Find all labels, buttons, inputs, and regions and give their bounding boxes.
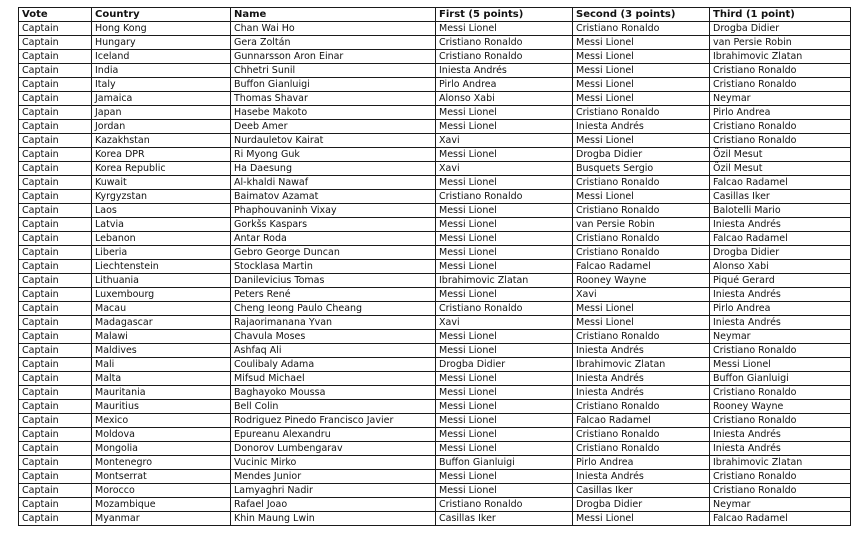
table-row	[19, 512, 851, 526]
third-choice-cell: Cristiano Ronaldo	[710, 120, 851, 134]
first-choice-cell: Cristiano Ronaldo	[436, 190, 573, 204]
country-cell: Mauritius	[92, 400, 231, 414]
third-choice-cell: Iniesta Andrés	[710, 428, 851, 442]
table-row	[19, 470, 851, 484]
third-choice-cell: Rooney Wayne	[710, 400, 851, 414]
country-cell: Liberia	[92, 246, 231, 260]
third-choice-cell: Cristiano Ronaldo	[710, 64, 851, 78]
country-cell: Myanmar	[92, 512, 231, 526]
third-choice-cell: Iniesta Andrés	[710, 442, 851, 456]
vote-cell: Captain	[19, 288, 92, 302]
name-cell: Deeb Amer	[231, 120, 436, 134]
second-choice-cell: Messi Lionel	[573, 512, 710, 526]
country-cell: Mongolia	[92, 442, 231, 456]
country-cell: India	[92, 64, 231, 78]
table-row	[19, 428, 851, 442]
vote-cell: Captain	[19, 330, 92, 344]
name-cell: Coulibaly Adama	[231, 358, 436, 372]
country-cell: Malawi	[92, 330, 231, 344]
second-choice-cell: Messi Lionel	[573, 302, 710, 316]
second-choice-cell: Messi Lionel	[573, 50, 710, 64]
second-choice-cell: Cristiano Ronaldo	[573, 204, 710, 218]
first-choice-cell: Messi Lionel	[436, 232, 573, 246]
table-row	[19, 344, 851, 358]
name-cell: Hasebe Makoto	[231, 106, 436, 120]
table-row	[19, 134, 851, 148]
first-choice-cell: Iniesta Andrés	[436, 64, 573, 78]
name-cell: Epureanu Alexandru	[231, 428, 436, 442]
name-cell: Antar Roda	[231, 232, 436, 246]
vote-cell: Captain	[19, 246, 92, 260]
first-choice-cell: Messi Lionel	[436, 484, 573, 498]
country-cell: Hong Kong	[92, 22, 231, 36]
third-choice-cell: Balotelli Mario	[710, 204, 851, 218]
third-choice-cell: Drogba Didier	[710, 246, 851, 260]
third-choice-cell: Pirlo Andrea	[710, 302, 851, 316]
country-cell: Laos	[92, 204, 231, 218]
table-row	[19, 442, 851, 456]
table-row	[19, 22, 851, 36]
country-cell: Italy	[92, 78, 231, 92]
name-cell: Rafael Joao	[231, 498, 436, 512]
table-row	[19, 330, 851, 344]
table-row	[19, 316, 851, 330]
second-choice-cell: Cristiano Ronaldo	[573, 246, 710, 260]
third-choice-cell: Cristiano Ronaldo	[710, 386, 851, 400]
name-cell: Stocklasa Martin	[231, 260, 436, 274]
third-choice-cell: Casillas Iker	[710, 190, 851, 204]
country-cell: Maldives	[92, 344, 231, 358]
country-cell: Mexico	[92, 414, 231, 428]
second-choice-cell: Xavi	[573, 288, 710, 302]
name-cell: Gorkšs Kaspars	[231, 218, 436, 232]
name-cell: Khin Maung Lwin	[231, 512, 436, 526]
second-choice-cell: Cristiano Ronaldo	[573, 442, 710, 456]
table-row	[19, 204, 851, 218]
table-row	[19, 190, 851, 204]
third-choice-cell: van Persie Robin	[710, 36, 851, 50]
first-choice-cell: Cristiano Ronaldo	[436, 498, 573, 512]
vote-cell: Captain	[19, 274, 92, 288]
vote-cell: Captain	[19, 64, 92, 78]
vote-cell: Captain	[19, 218, 92, 232]
second-choice-cell: Cristiano Ronaldo	[573, 400, 710, 414]
second-choice-cell: Cristiano Ronaldo	[573, 106, 710, 120]
table-row	[19, 484, 851, 498]
second-choice-cell: Cristiano Ronaldo	[573, 232, 710, 246]
first-choice-cell: Messi Lionel	[436, 428, 573, 442]
vote-cell: Captain	[19, 456, 92, 470]
first-choice-cell: Messi Lionel	[436, 246, 573, 260]
third-choice-cell: Piqué Gerard	[710, 274, 851, 288]
table-row	[19, 386, 851, 400]
name-cell: Cheng Ieong Paulo Cheang	[231, 302, 436, 316]
vote-table	[18, 7, 851, 526]
first-choice-cell: Messi Lionel	[436, 386, 573, 400]
name-cell: Baghayoko Moussa	[231, 386, 436, 400]
third-choice-cell: Cristiano Ronaldo	[710, 414, 851, 428]
second-choice-cell: Rooney Wayne	[573, 274, 710, 288]
vote-cell: Captain	[19, 344, 92, 358]
vote-cell: Captain	[19, 414, 92, 428]
third-choice-cell: Özil Mesut	[710, 148, 851, 162]
header-row	[19, 8, 851, 22]
first-choice-cell: Messi Lionel	[436, 288, 573, 302]
name-cell: Ri Myong Guk	[231, 148, 436, 162]
second-choice-cell: Messi Lionel	[573, 134, 710, 148]
vote-cell: Captain	[19, 176, 92, 190]
first-choice-cell: Messi Lionel	[436, 414, 573, 428]
third-choice-cell: Cristiano Ronaldo	[710, 78, 851, 92]
second-choice-cell: Iniesta Andrés	[573, 344, 710, 358]
second-choice-cell: Falcao Radamel	[573, 414, 710, 428]
first-choice-cell: Messi Lionel	[436, 442, 573, 456]
name-cell: Nurdauletov Kairat	[231, 134, 436, 148]
third-choice-cell: Iniesta Andrés	[710, 288, 851, 302]
vote-cell: Captain	[19, 372, 92, 386]
name-cell: Chavula Moses	[231, 330, 436, 344]
second-choice-cell: Casillas Iker	[573, 484, 710, 498]
third-choice-cell: Drogba Didier	[710, 22, 851, 36]
second-choice-cell: Messi Lionel	[573, 316, 710, 330]
vote-cell: Captain	[19, 386, 92, 400]
second-choice-cell: Drogba Didier	[573, 498, 710, 512]
table-row	[19, 246, 851, 260]
table-row	[19, 400, 851, 414]
vote-cell: Captain	[19, 78, 92, 92]
second-choice-cell: Cristiano Ronaldo	[573, 22, 710, 36]
second-choice-cell: Cristiano Ronaldo	[573, 428, 710, 442]
first-choice-cell: Cristiano Ronaldo	[436, 302, 573, 316]
country-cell: Lithuania	[92, 274, 231, 288]
table-body	[19, 22, 851, 526]
country-cell: Lebanon	[92, 232, 231, 246]
country-cell: Korea Republic	[92, 162, 231, 176]
name-cell: Thomas Shavar	[231, 92, 436, 106]
first-choice-cell: Xavi	[436, 134, 573, 148]
vote-cell: Captain	[19, 148, 92, 162]
third-choice-cell: Buffon Gianluigi	[710, 372, 851, 386]
vote-cell: Captain	[19, 428, 92, 442]
table-row	[19, 274, 851, 288]
vote-cell: Captain	[19, 120, 92, 134]
second-choice-cell: Messi Lionel	[573, 78, 710, 92]
name-cell: Danilevicius Tomas	[231, 274, 436, 288]
table-row	[19, 358, 851, 372]
table-row	[19, 162, 851, 176]
third-choice-cell: Neymar	[710, 498, 851, 512]
third-choice-cell: Neymar	[710, 330, 851, 344]
name-cell: Gebro George Duncan	[231, 246, 436, 260]
first-choice-cell: Messi Lionel	[436, 176, 573, 190]
vote-cell: Captain	[19, 92, 92, 106]
name-cell: Baimatov Azamat	[231, 190, 436, 204]
second-choice-cell: Ibrahimovic Zlatan	[573, 358, 710, 372]
name-cell: Rodriguez Pinedo Francisco Javier	[231, 414, 436, 428]
country-cell: Jamaica	[92, 92, 231, 106]
third-choice-cell: Falcao Radamel	[710, 232, 851, 246]
name-cell: Buffon Gianluigi	[231, 78, 436, 92]
first-choice-cell: Messi Lionel	[436, 400, 573, 414]
country-cell: Montenegro	[92, 456, 231, 470]
country-cell: Latvia	[92, 218, 231, 232]
country-cell: Madagascar	[92, 316, 231, 330]
second-choice-cell: Messi Lionel	[573, 190, 710, 204]
table-row	[19, 64, 851, 78]
vote-cell: Captain	[19, 442, 92, 456]
first-choice-cell: Cristiano Ronaldo	[436, 36, 573, 50]
second-choice-cell: Iniesta Andrés	[573, 372, 710, 386]
country-cell: Iceland	[92, 50, 231, 64]
third-choice-cell: Iniesta Andrés	[710, 218, 851, 232]
country-cell: Morocco	[92, 484, 231, 498]
table-row	[19, 372, 851, 386]
third-choice-cell: Ibrahimovic Zlatan	[710, 50, 851, 64]
table-row	[19, 78, 851, 92]
first-choice-cell: Messi Lionel	[436, 120, 573, 134]
first-choice-cell: Messi Lionel	[436, 22, 573, 36]
vote-cell: Captain	[19, 316, 92, 330]
second-choice-cell: Drogba Didier	[573, 148, 710, 162]
second-choice-cell: Iniesta Andrés	[573, 386, 710, 400]
table-row	[19, 92, 851, 106]
table-row	[19, 414, 851, 428]
vote-cell: Captain	[19, 204, 92, 218]
country-cell: Mali	[92, 358, 231, 372]
vote-cell: Captain	[19, 106, 92, 120]
first-choice-cell: Cristiano Ronaldo	[436, 50, 573, 64]
vote-cell: Captain	[19, 162, 92, 176]
country-cell: Kyrgyzstan	[92, 190, 231, 204]
table-row	[19, 176, 851, 190]
first-choice-cell: Messi Lionel	[436, 106, 573, 120]
table-row	[19, 456, 851, 470]
vote-cell: Captain	[19, 22, 92, 36]
first-choice-cell: Xavi	[436, 316, 573, 330]
name-cell: Peters René	[231, 288, 436, 302]
vote-cell: Captain	[19, 232, 92, 246]
country-cell: Mozambique	[92, 498, 231, 512]
first-choice-cell: Drogba Didier	[436, 358, 573, 372]
first-choice-cell: Messi Lionel	[436, 148, 573, 162]
third-choice-cell: Falcao Radamel	[710, 176, 851, 190]
country-cell: Malta	[92, 372, 231, 386]
table-row	[19, 260, 851, 274]
country-cell: Liechtenstein	[92, 260, 231, 274]
third-choice-cell: Cristiano Ronaldo	[710, 134, 851, 148]
name-cell: Lamyaghri Nadir	[231, 484, 436, 498]
vote-cell: Captain	[19, 190, 92, 204]
vote-cell: Captain	[19, 470, 92, 484]
vote-cell: Captain	[19, 302, 92, 316]
country-cell: Macau	[92, 302, 231, 316]
col-header-country: Country	[92, 8, 231, 22]
col-header-third: Third (1 point)	[710, 8, 851, 22]
name-cell: Bell Colin	[231, 400, 436, 414]
first-choice-cell: Buffon Gianluigi	[436, 456, 573, 470]
third-choice-cell: Cristiano Ronaldo	[710, 344, 851, 358]
second-choice-cell: Iniesta Andrés	[573, 470, 710, 484]
vote-cell: Captain	[19, 498, 92, 512]
name-cell: Gunnarsson Aron Einar	[231, 50, 436, 64]
country-cell: Japan	[92, 106, 231, 120]
first-choice-cell: Messi Lionel	[436, 372, 573, 386]
name-cell: Gera Zoltán	[231, 36, 436, 50]
country-cell: Mauritania	[92, 386, 231, 400]
second-choice-cell: Falcao Radamel	[573, 260, 710, 274]
country-cell: Korea DPR	[92, 148, 231, 162]
country-cell: Luxembourg	[92, 288, 231, 302]
name-cell: Ha Daesung	[231, 162, 436, 176]
first-choice-cell: Messi Lionel	[436, 344, 573, 358]
table-row	[19, 302, 851, 316]
table-row	[19, 50, 851, 64]
table-row	[19, 148, 851, 162]
third-choice-cell: Iniesta Andrés	[710, 316, 851, 330]
country-cell: Jordan	[92, 120, 231, 134]
vote-cell: Captain	[19, 400, 92, 414]
name-cell: Rajaorimanana Yvan	[231, 316, 436, 330]
vote-cell: Captain	[19, 260, 92, 274]
third-choice-cell: Falcao Radamel	[710, 512, 851, 526]
second-choice-cell: Cristiano Ronaldo	[573, 176, 710, 190]
vote-cell: Captain	[19, 36, 92, 50]
first-choice-cell: Ibrahimovic Zlatan	[436, 274, 573, 288]
col-header-second: Second (3 points)	[573, 8, 710, 22]
table-row	[19, 498, 851, 512]
name-cell: Chan Wai Ho	[231, 22, 436, 36]
name-cell: Al-khaldi Nawaf	[231, 176, 436, 190]
name-cell: Mendes Junior	[231, 470, 436, 484]
third-choice-cell: Alonso Xabi	[710, 260, 851, 274]
third-choice-cell: Pirlo Andrea	[710, 106, 851, 120]
vote-cell: Captain	[19, 358, 92, 372]
first-choice-cell: Casillas Iker	[436, 512, 573, 526]
vote-cell: Captain	[19, 512, 92, 526]
vote-cell: Captain	[19, 134, 92, 148]
first-choice-cell: Alonso Xabi	[436, 92, 573, 106]
table-row	[19, 232, 851, 246]
second-choice-cell: Cristiano Ronaldo	[573, 330, 710, 344]
name-cell: Donorov Lumbengarav	[231, 442, 436, 456]
second-choice-cell: Messi Lionel	[573, 92, 710, 106]
country-cell: Kazakhstan	[92, 134, 231, 148]
first-choice-cell: Messi Lionel	[436, 218, 573, 232]
third-choice-cell: Cristiano Ronaldo	[710, 470, 851, 484]
name-cell: Phaphouvaninh Vixay	[231, 204, 436, 218]
vote-cell: Captain	[19, 50, 92, 64]
table-row	[19, 288, 851, 302]
country-cell: Montserrat	[92, 470, 231, 484]
col-header-first: First (5 points)	[436, 8, 573, 22]
col-header-name: Name	[231, 8, 436, 22]
first-choice-cell: Messi Lionel	[436, 204, 573, 218]
table-row	[19, 120, 851, 134]
second-choice-cell: Iniesta Andrés	[573, 120, 710, 134]
third-choice-cell: Messi Lionel	[710, 358, 851, 372]
first-choice-cell: Messi Lionel	[436, 260, 573, 274]
vote-cell: Captain	[19, 484, 92, 498]
first-choice-cell: Xavi	[436, 162, 573, 176]
third-choice-cell: Neymar	[710, 92, 851, 106]
col-header-vote: Vote	[19, 8, 92, 22]
first-choice-cell: Messi Lionel	[436, 330, 573, 344]
second-choice-cell: Messi Lionel	[573, 64, 710, 78]
table-row	[19, 106, 851, 120]
country-cell: Kuwait	[92, 176, 231, 190]
table-row	[19, 36, 851, 50]
name-cell: Ashfaq Ali	[231, 344, 436, 358]
third-choice-cell: Ibrahimovic Zlatan	[710, 456, 851, 470]
name-cell: Chhetri Sunil	[231, 64, 436, 78]
second-choice-cell: van Persie Robin	[573, 218, 710, 232]
second-choice-cell: Busquets Sergio	[573, 162, 710, 176]
third-choice-cell: Cristiano Ronaldo	[710, 484, 851, 498]
country-cell: Moldova	[92, 428, 231, 442]
table-row	[19, 218, 851, 232]
third-choice-cell: Özil Mesut	[710, 162, 851, 176]
country-cell: Hungary	[92, 36, 231, 50]
second-choice-cell: Pirlo Andrea	[573, 456, 710, 470]
first-choice-cell: Pirlo Andrea	[436, 78, 573, 92]
name-cell: Mifsud Michael	[231, 372, 436, 386]
first-choice-cell: Messi Lionel	[436, 470, 573, 484]
second-choice-cell: Messi Lionel	[573, 36, 710, 50]
name-cell: Vucinic Mirko	[231, 456, 436, 470]
